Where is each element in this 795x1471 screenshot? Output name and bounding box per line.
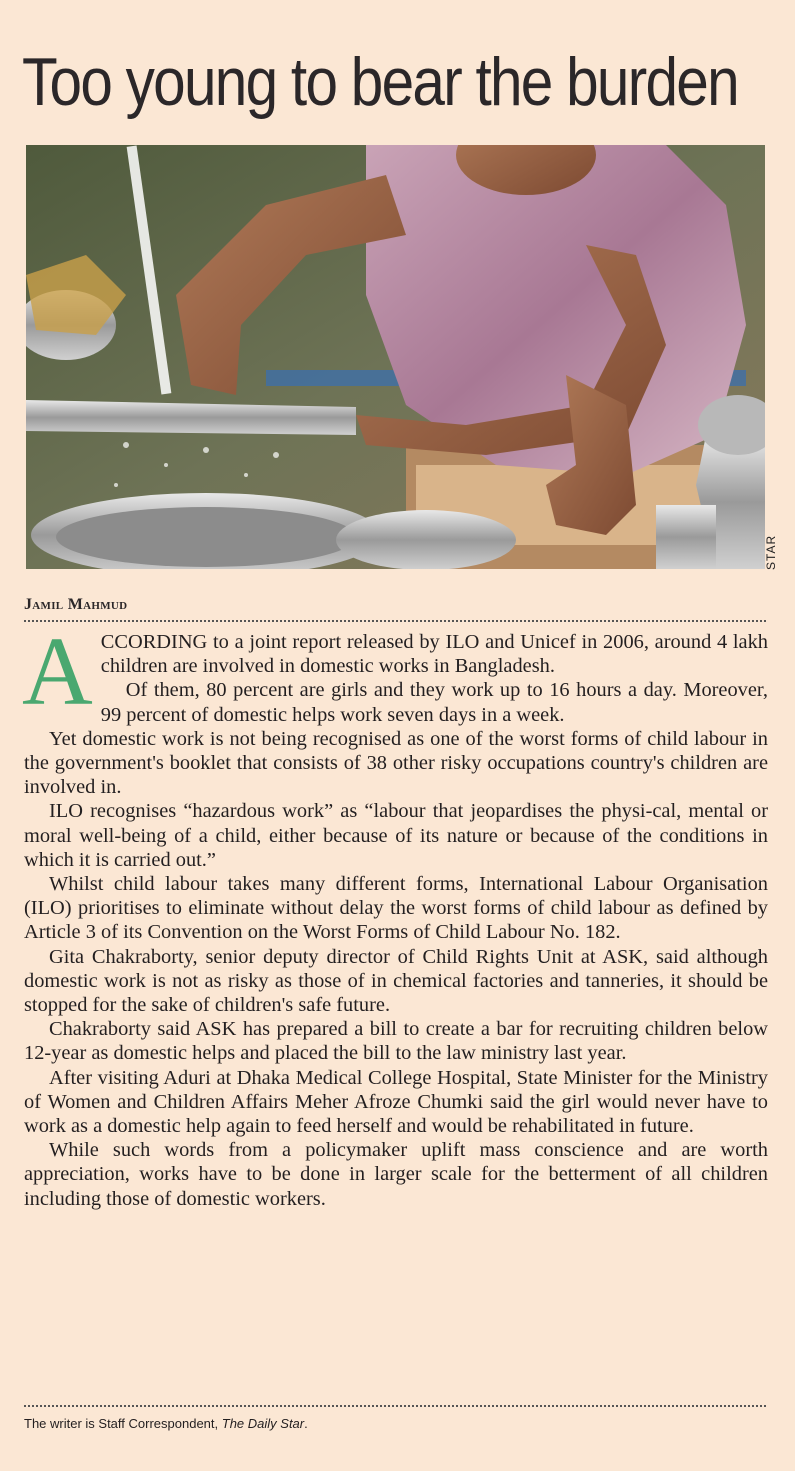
article-paragraph: Yet domestic work is not being recognised as one of the worst forms of child labour in the government's booklet that consists of 38 other risky occupations country's children are involved in. bbox=[24, 727, 768, 799]
author-note bbox=[24, 1416, 308, 1431]
article-paragraph: ILO recognises “hazardous work” as “labour that jeopardises the physi-cal, mental or moral well-being of a child, either because of its nature or because of the conditions in which it is carried out.” bbox=[24, 800, 768, 871]
article-paragraph: Chakraborty said ASK has prepared a bill to create a bar for recruiting children below 12-year as domestic helps and placed the bill to the law ministry last year. bbox=[24, 1018, 768, 1065]
photo-child-washing-dishes bbox=[26, 145, 765, 569]
article-paragraph: While such words from a policymaker uplift mass conscience and are worth appreciation, works have to be done in larger scale for the betterment of all children including those of domestic workers. bbox=[24, 1139, 768, 1210]
article-photo bbox=[26, 145, 765, 569]
byline-divider bbox=[24, 620, 766, 622]
author-note-suffix: . bbox=[304, 1416, 308, 1431]
photo-credit: STAR bbox=[764, 534, 778, 570]
author-note-prefix: The writer is Staff Correspondent, bbox=[24, 1416, 222, 1431]
article-paragraph: Of them, 80 percent are girls and they work up to 16 hours a day. Moreover, 99 percent of domestic helps work seven days in a week. bbox=[100, 679, 768, 726]
byline: Jamil Mahmud bbox=[24, 596, 128, 613]
publication-name: The Daily Star bbox=[221, 1416, 305, 1431]
headline: Too young to bear the burden bbox=[22, 44, 738, 120]
footer-divider bbox=[24, 1405, 766, 1407]
article-paragraph: After visiting Aduri at Dhaka Medical College Hospital, State Minister for the Ministry of Women and Children Affairs Meher Afroze Chumki said the girl would never have to work as a domestic help again to feed herself and would be rehabilitated in future. bbox=[24, 1066, 768, 1138]
article-paragraph: Whilst child labour takes many different forms, International Labour Organisation (ILO) prioritises to eliminate without delay the worst forms of child labour as defined by Article 3 of its Convention on the Worst Forms of Child Labour No. 182. bbox=[24, 873, 768, 944]
article-body bbox=[22, 618, 768, 1211]
article-paragraph: Gita Chakraborty, senior deputy director of Child Rights Unit at ASK, said although domestic work is not as risky as those of in chemical factories and tanneries, it should be stopped for the sake of children's safe future. bbox=[24, 945, 768, 1017]
drop-cap: A bbox=[22, 618, 93, 726]
paragraph-text: CCORDING to a joint report released by ILO and Unicef in 2006, around 4 lakh children are involved in domestic works in Bangladesh. bbox=[100, 631, 768, 678]
